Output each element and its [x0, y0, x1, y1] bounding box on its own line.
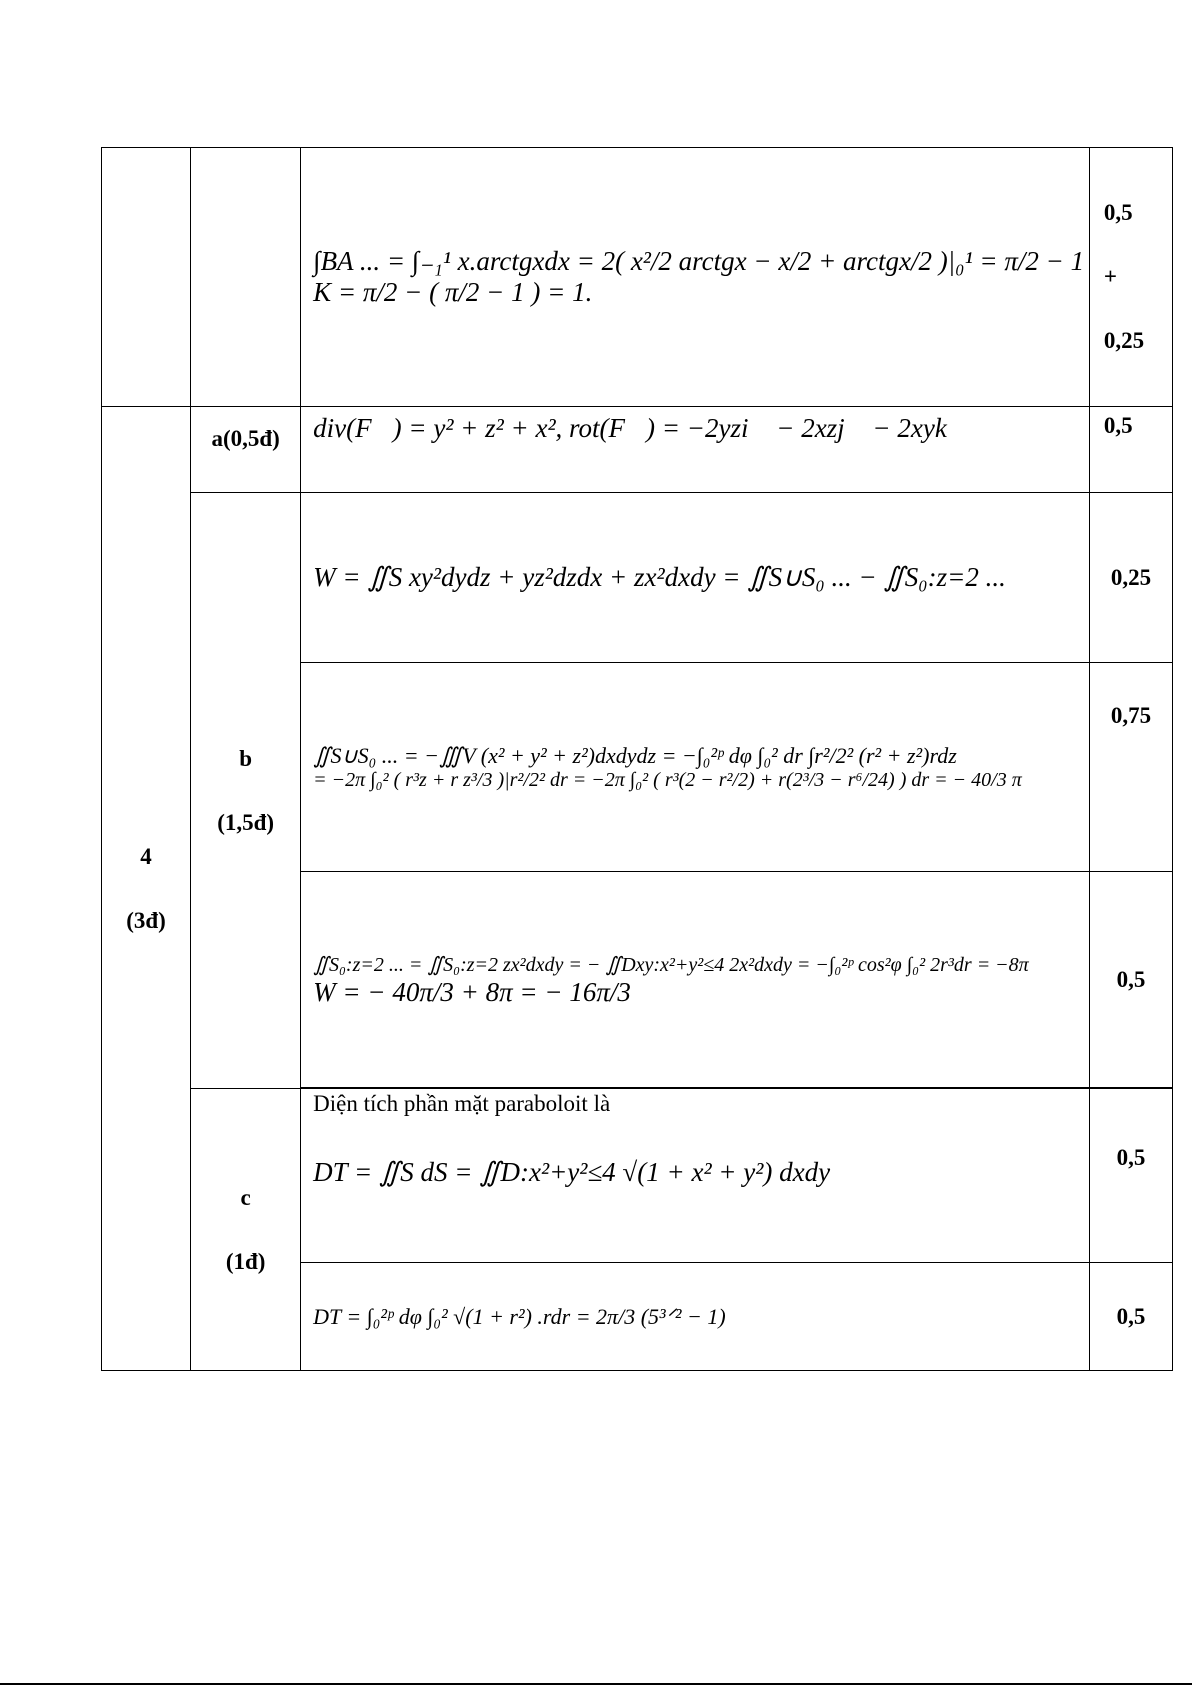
formula-line-integral-ba: ∫BA ... = ∫₋₁¹ x.arctgxdx = 2( x²/2 arctgx − x/2 + arctgx/2 )|₀¹ = π/2 − 1 — [313, 246, 1085, 276]
score-value: 0,5 — [1089, 407, 1172, 493]
formula-k-result: K = π/2 − ( π/2 − 1 ) = 1. — [313, 277, 593, 307]
part-c-description: Diện tích phần mặt paraboloit là — [313, 1091, 611, 1116]
part-b-label: b — [239, 745, 253, 771]
formula-div-rot: div(F⃗) = y² + z² + x², rot(F⃗) = −2yzi⃗ − 2xzj⃗ − 2xyk⃗ — [313, 413, 968, 443]
part-b-points: (1,5đ) — [217, 809, 275, 835]
formula-cell — [301, 872, 1090, 1088]
formula-volume-eval: = −2π ∫₀² ( r³z + r z³/3 )|r²/2² dr = −2π ∫₀² ( r³(2 − r²/2) + r(2³/3 − r⁶/24) ) dr = − 40/3 π — [313, 768, 1022, 791]
part-a-label: a(0,5đ) — [191, 407, 301, 493]
score-value: 0,75 — [1089, 663, 1172, 872]
row-continuation — [102, 148, 1173, 407]
score-value: 0,25 — [1103, 328, 1145, 353]
score-plus: + — [1103, 264, 1118, 289]
formula-cell — [301, 493, 1090, 663]
formula-area-polar: DT = ∫₀²ᵖ dφ ∫₀² √(1 + r²) .rdr = 2π/3 (5³ᐟ² − 1) — [313, 1303, 726, 1329]
question-number: 4 — [140, 843, 152, 869]
formula-s0-integral: ∬S₀:z=2 ... = ∬S₀:z=2 zx²dxdy = − ∬Dxy:x²+y²≤4 2x²dxdy = −∫₀²ᵖ cos²φ ∫₀² 2r³dr = −8π — [313, 953, 1029, 976]
formula-gauss-volume: ∬S∪S₀ ... = −∭V (x² + y² + z²)dxdydz = −∫₀²ᵖ dφ ∫₀² dr ∫r²/2² (r² + z²)rdz — [313, 742, 957, 768]
formula-cell — [301, 407, 1090, 493]
part-c-label: c — [240, 1184, 251, 1210]
formula-cell — [301, 148, 1090, 407]
grading-table — [101, 147, 1173, 1371]
formula-cell — [301, 663, 1090, 872]
score-value: 0,25 — [1089, 493, 1172, 663]
empty-cell — [102, 148, 191, 407]
question-points: (3đ) — [126, 907, 166, 933]
row-part-a — [102, 407, 1173, 493]
empty-cell — [191, 148, 301, 407]
score-cell — [1089, 148, 1172, 407]
part-b-label-cell — [191, 493, 301, 1089]
formula-w-flux: W = ∬S xy²dydz + yz²dzdx + zx²dxdy = ∬S∪S₀ ... − ∬S₀:z=2 ... — [313, 562, 1006, 592]
score-value: 0,5 — [1089, 1263, 1172, 1371]
part-c-points: (1đ) — [225, 1248, 266, 1274]
formula-area-integral: DT = ∬S dS = ∬D:x²+y²≤4 √(1 + x² + y²) dxdy — [313, 1157, 831, 1187]
score-value: 0,5 — [1089, 1089, 1172, 1263]
formula-cell — [301, 1263, 1090, 1371]
formula-cell — [301, 1089, 1090, 1263]
score-value: 0,5 — [1103, 200, 1133, 225]
row-part-b-1 — [102, 493, 1173, 663]
question-number-cell — [102, 407, 191, 1371]
part-c-label-cell — [191, 1089, 301, 1371]
formula-w-result: W = − 40π/3 + 8π = − 16π/3 — [313, 976, 631, 1007]
score-value: 0,5 — [1089, 872, 1172, 1088]
row-part-c-1 — [102, 1089, 1173, 1263]
